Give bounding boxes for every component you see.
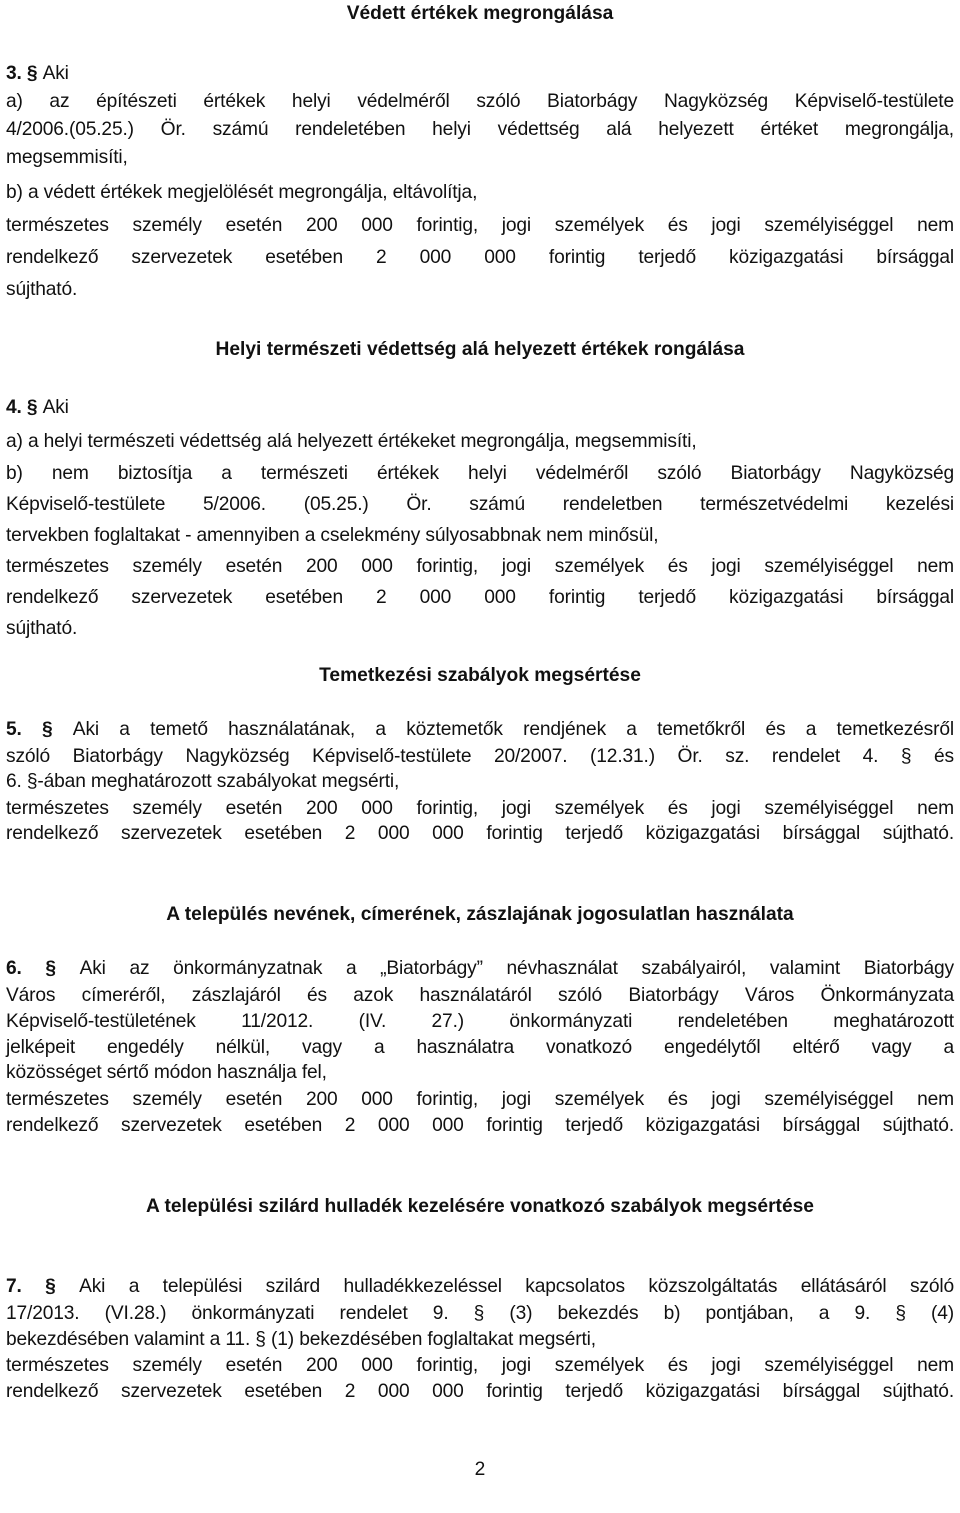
body-line: b) nem biztosítja a természeti értékek helyi védelméről szóló Biatorbágy Nagyközség [6, 463, 954, 484]
body-line: b) a védett értékek megjelölését megrongálja, eltávolítja, [6, 182, 478, 203]
paragraph-number-4: 4. § Aki [6, 397, 69, 418]
body-line: természetes személy esetén 200 000 forintig, jogi személyek és jogi személyiséggel nem [6, 215, 954, 236]
section-heading-temetkezesi: Temetkezési szabályok megsértése [319, 665, 641, 686]
body-line: Képviselő-testülete 5/2006. (05.25.) Ör. számú rendeletben természetvédelmi kezelési [6, 494, 954, 515]
paragraph-number-6: 6. § Aki az önkormányzatnak a „Biatorbágy” névhasználat szabályairól, valamint Biatorbágy [6, 958, 954, 979]
body-line: rendelkező szervezetek esetében 2 000 000 forintig terjedő közigazgatási bírsággal sújtható. [6, 1115, 954, 1136]
body-line: a) a helyi természeti védettség alá helyezett értékeket megrongálja, megsemmisíti, [6, 431, 697, 452]
section-heading-telepules-neve: A település nevének, címerének, zászlajának jogosulatlan használata [166, 904, 794, 925]
section-heading-vedett-ertekek: Védett értékek megrongálása [346, 3, 614, 24]
section-heading-szilard-hulladek: A települési szilárd hulladék kezelésére vonatkozó szabályok megsértése [146, 1196, 814, 1217]
body-line: sújtható. [6, 618, 78, 639]
body-line: Képviselő-testületének 11/2012. (IV. 27.) önkormányzati rendeletében meghatározott [6, 1011, 954, 1032]
body-line: rendelkező szervezetek esetében 2 000 000 forintig terjedő közigazgatási bírsággal [6, 587, 954, 608]
body-line: rendelkező szervezetek esetében 2 000 000 forintig terjedő közigazgatási bírsággal sújtható. [6, 823, 954, 844]
body-line: természetes személy esetén 200 000 forintig, jogi személyek és jogi személyiséggel nem [6, 556, 954, 577]
body-line: bekezdésében valamint a 11. § (1) bekezdésében foglaltakat megsérti, [6, 1329, 596, 1350]
body-line: rendelkező szervezetek esetében 2 000 000 forintig terjedő közigazgatási bírsággal sújtható. [6, 1381, 954, 1402]
body-line: szóló Biatorbágy Nagyközség Képviselő-testülete 20/2007. (12.31.) Ör. sz. rendelet 4. § és [6, 746, 954, 767]
paragraph-number-7: 7. § Aki a települési szilárd hulladékkezeléssel kapcsolatos közszolgáltatás ellátásáról szóló [6, 1276, 954, 1297]
body-line: Város címeréről, zászlajáról és azok használatáról szóló Biatorbágy Város Önkormányzata [6, 985, 954, 1006]
body-line: természetes személy esetén 200 000 forintig, jogi személyek és jogi személyiséggel nem [6, 798, 954, 819]
section-heading-helyi-termeszeti: Helyi természeti védettség alá helyezett értékek rongálása [215, 339, 745, 360]
page-number: 2 [474, 1459, 486, 1480]
paragraph-number-3: 3. § Aki [6, 63, 69, 84]
body-line: sújtható. [6, 279, 78, 300]
body-line: tervekben foglaltakat - amennyiben a cselekmény súlyosabbnak nem minősül, [6, 525, 659, 546]
body-line: 17/2013. (VI.28.) önkormányzati rendelet 9. § (3) bekezdés b) pontjában, a 9. § (4) [6, 1303, 954, 1324]
body-line: természetes személy esetén 200 000 forintig, jogi személyek és jogi személyiséggel nem [6, 1355, 954, 1376]
body-line: a) az építészeti értékek helyi védelméről szóló Biatorbágy Nagyközség Képviselő-testülete [6, 91, 954, 112]
body-line: jelképeit engedély nélkül, vagy a használatra vonatkozó engedélytől eltérő vagy a [6, 1037, 954, 1058]
body-line: természetes személy esetén 200 000 forintig, jogi személyek és jogi személyiséggel nem [6, 1089, 954, 1110]
body-line: 4/2006.(05.25.) Ör. számú rendeletében helyi védettség alá helyezett értéket megrongálja, [6, 119, 954, 140]
body-line: közösséget sértő módon használja fel, [6, 1062, 327, 1083]
body-line: rendelkező szervezetek esetében 2 000 000 forintig terjedő közigazgatási bírsággal [6, 247, 954, 268]
body-line: 6. §-ában meghatározott szabályokat megsérti, [6, 771, 400, 792]
paragraph-number-5: 5. § Aki a temető használatának, a köztemetők rendjének a temetőkről és a temetkezésről [6, 719, 954, 740]
body-line: megsemmisíti, [6, 147, 128, 168]
